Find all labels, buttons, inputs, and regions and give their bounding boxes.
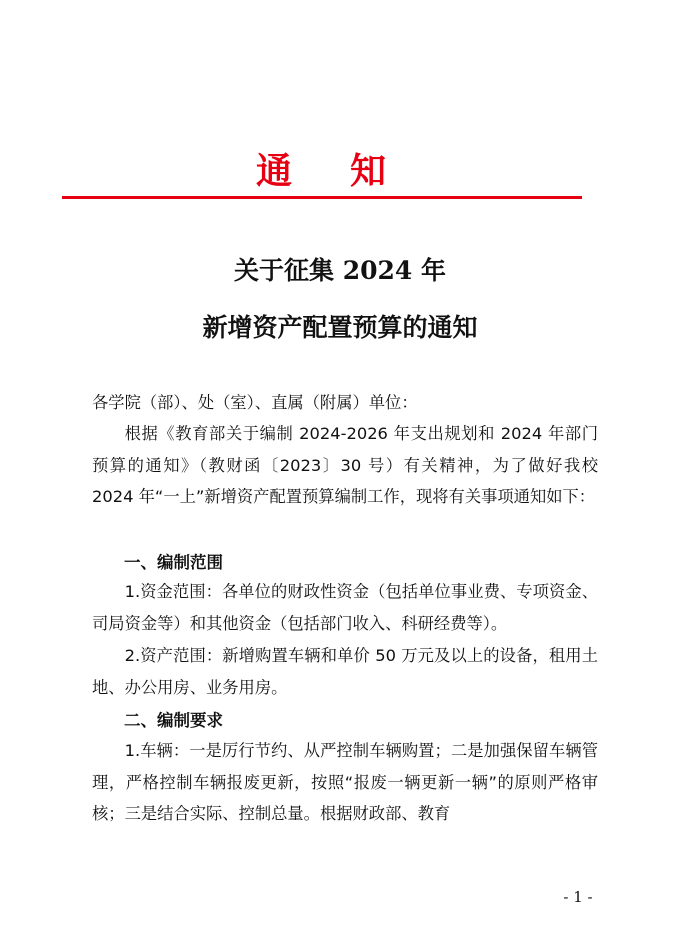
document-title-line-2: 新增资产配置预算的通知 <box>202 313 478 342</box>
section-heading-requirements: 二、编制要求 <box>124 711 223 730</box>
requirement-item-vehicles: 1.车辆：一是厉行节约、从严控制车辆购置；二是加强保留车辆管理，严格控制车辆报废更新，按照“报废一辆更新一辆”的原则严格审核；三是结合实际、控制总量。根据财政部、教育 <box>92 741 598 823</box>
scope-item-assets: 2.资产范围：新增购置车辆和单价 50 万元及以上的设备，租用土地、办公用房、业务用房。 <box>92 646 598 697</box>
red-header-char-2: 知 <box>350 151 389 192</box>
intro-paragraph: 根据《教育部关于编制 2024-2026 年支出规划和 2024 年部门预算的通知》（教财函〔2023〕30 号）有关精神，为了做好我校 2024 年“一上”新增资产配置预算编制工作，现将有关事项通知如下： <box>92 424 598 506</box>
addressee-line: 各学院（部）、处（室）、直属（附属）单位： <box>92 393 418 412</box>
red-header-title <box>62 150 582 194</box>
section-heading-scope: 一、编制范围 <box>124 553 223 572</box>
document-title-line-1: 关于征集 2024 年 <box>234 256 446 285</box>
red-divider-line <box>62 196 582 199</box>
red-header-char-1: 通 <box>255 151 294 192</box>
page-number: - 1 - <box>563 888 593 906</box>
scope-item-funds: 1.资金范围：各单位的财政性资金（包括单位事业费、专项资金、司局资金等）和其他资金（包括部门收入、科研经费等）。 <box>92 582 598 633</box>
